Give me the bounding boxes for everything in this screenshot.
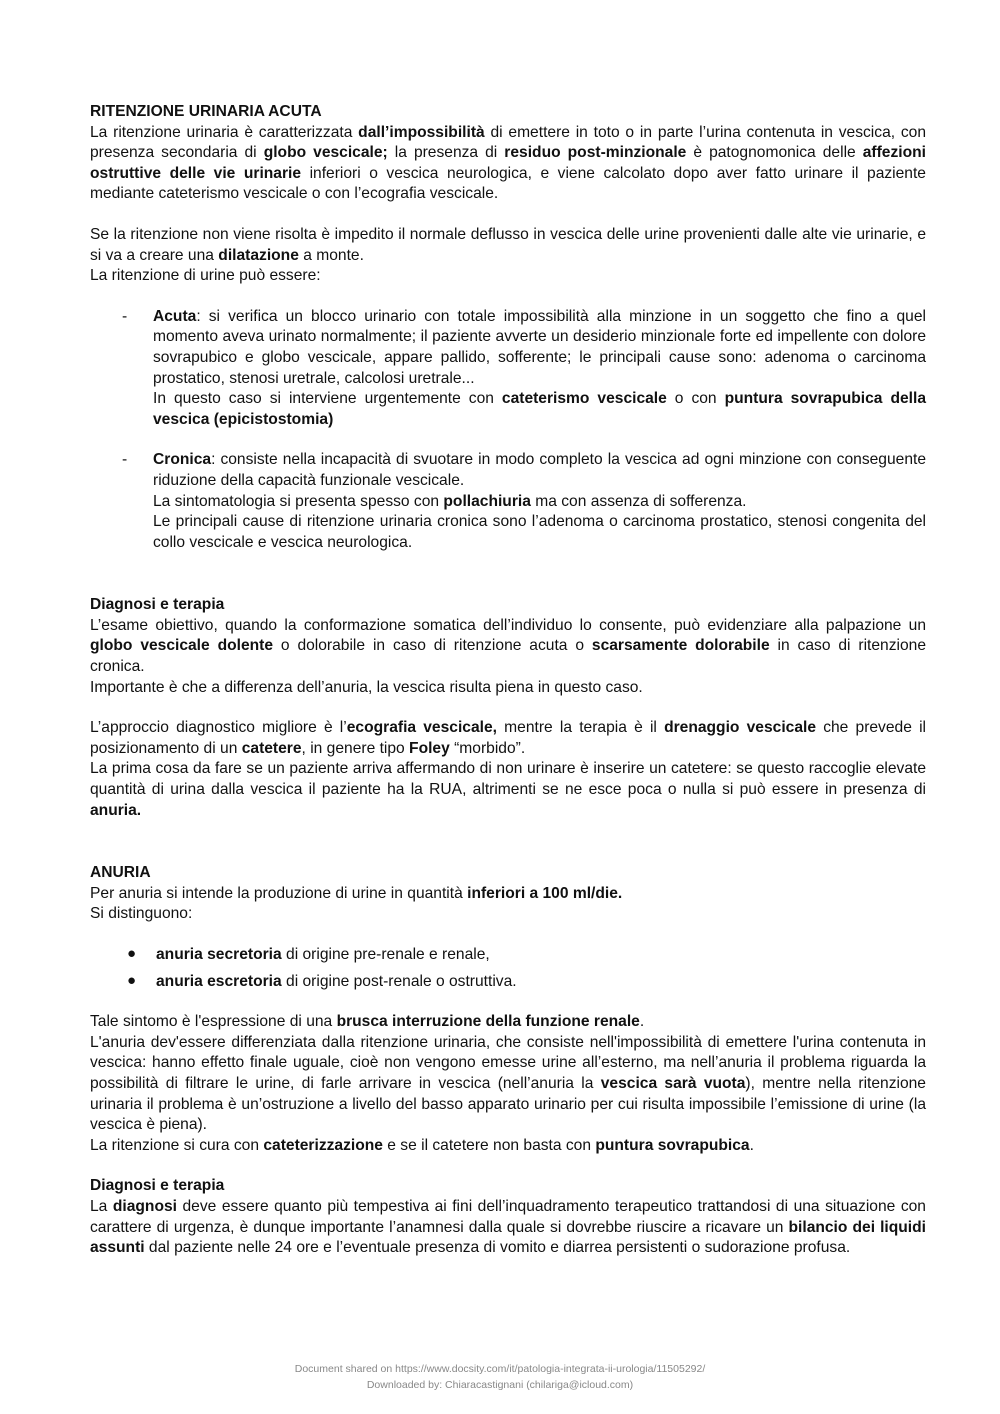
section-title-anuria: ANURIA <box>90 864 151 882</box>
list-item-text: Acuta: si verifica un blocco urinario con totale impossibilità alla minzione in un soggetto che fino a quel momento aveva urinato normalmente; il paziente avverte un desiderio minzionale forte ed impellente con dolore sovrapubico e globo vescicale, appare pallido, sofferente; le principali cause sono: adenoma o carcinoma prostatico, stenosi uretrale, calcolosi uretrale... <box>153 307 926 387</box>
list-item-cronica <box>122 450 926 553</box>
bold-term: inferiori a 100 ml/die. <box>467 884 623 902</box>
bold-term: globo vescicale dolente <box>90 637 274 655</box>
bullet-item <box>127 971 926 993</box>
paragraph: L’esame obiettivo, quando la conformazione somatica dell’individuo lo consente, può evidenziare alla palpazione un globo vescicale dolente o dolorabile in caso di ritenzione acuta o scarsamente dolorabile in caso di ritenzione cronica. <box>90 616 927 676</box>
bold-term: residuo post-minzionale <box>504 144 687 162</box>
dash-marker: - <box>122 451 128 469</box>
list-item-text: Cronica: consiste nella incapacità di svuotare in modo completo la vescica ad ogni minzione con conseguente riduzione della capacità funzionale vescicale. <box>153 451 926 489</box>
paragraph: Si distinguono: <box>90 905 193 923</box>
bold-term: cateterismo vescicale <box>501 390 667 408</box>
section-title-diagnosi-anuria: Diagnosi e terapia <box>90 1177 225 1195</box>
bold-term: drenaggio vescicale <box>664 719 816 737</box>
bold-term: puntura sovrapubica <box>595 1136 750 1154</box>
paragraph: La ritenzione urinaria è caratterizzata dall’impossibilità di emettere in toto o in parte l’urina contenuta in vescica, con presenza secondaria di globo vescicale; la presenza di residuo post-minzionale è patognomonica delle affezioni ostruttive delle vie urinarie inferiori o vescica neurologica, e viene calcolato dopo aver fatto urinare il paziente mediante cateterismo vescicale o con l’ecografia vescicale. <box>90 123 926 203</box>
footer-downloaded-by: Downloaded by: Chiaracastignani (chilariga@icloud.com) <box>366 1379 634 1391</box>
bold-term: vescica sarà vuota <box>600 1074 746 1092</box>
bullet-item <box>127 945 926 966</box>
bold-term: pollachiuria <box>443 492 531 510</box>
paragraph: L'anuria dev'essere differenziata dalla ritenzione urinaria, che consiste nell'impossibilità di emettere l'urina contenuta in vescica: hanno effetto finale uguale, cioè non vengono emesse urine all’esterno, ma nell’anuria il problema riguarda la possibilità di filtrare le urine, di farle arrivare in vescica (nell’anuria la vescica sarà vuota), mentre nella ritenzione urinaria il problema è un’ostruzione a livello del basso apparato urinario per cui risulta impossibile l’emissione di urine (la vescica è piena). <box>90 1033 926 1134</box>
list-item-acuta <box>122 307 926 431</box>
bold-term: affezioni ostruttive delle vie urinarie <box>90 144 926 182</box>
paragraph: Tale sintomo è l'espressione di una brusca interruzione della funzione renale. <box>90 1013 645 1031</box>
bold-term: Foley <box>409 739 450 757</box>
bold-term: anuria secretoria <box>156 946 282 963</box>
bullet-item-text: anuria secretoria di origine pre-renale e renale, <box>156 946 490 963</box>
bold-term: brusca interruzione della funzione renale <box>336 1013 640 1031</box>
paragraph: Importante è che a differenza dell’anuria, la vescica risulta piena in questo caso. <box>90 678 643 696</box>
bold-term: Cronica <box>153 451 212 469</box>
paragraph: Se la ritenzione non viene risolta è impedito il normale deflusso in vescica delle urine provenienti dalle alte vie urinarie, e si va a creare una dilatazione a monte. <box>90 225 926 264</box>
bold-term: diagnosi <box>112 1197 177 1215</box>
bullet-marker: ● <box>127 971 137 989</box>
bold-term: dilatazione <box>218 246 299 264</box>
document-page <box>90 102 926 1259</box>
footer-shared-link: Document shared on https://www.docsity.com/it/patologia-integrata-ii-urologia/11505292/ <box>294 1363 706 1375</box>
bullet-marker: ● <box>127 945 137 962</box>
page-footer <box>0 1361 1000 1393</box>
section-title-diagnosi: Diagnosi e terapia <box>90 596 225 614</box>
bold-term: scarsamente dolorabile <box>591 637 770 655</box>
bold-term: anuria. <box>90 801 142 819</box>
bold-term: catetere <box>241 739 302 757</box>
bold-term: puntura sovrapubica della vescica (epicistostomia) <box>153 390 926 428</box>
bullet-item-text: anuria escretoria di origine post-renale o ostruttiva. <box>156 972 517 990</box>
section-title-ritenzione: RITENZIONE URINARIA ACUTA <box>90 103 322 120</box>
paragraph: La prima cosa da fare se un paziente arriva affermando di non urinare è inserire un catetere: se questo raccoglie elevate quantità di urina dalla vescica il paziente ha la RUA, altrimenti se ne esce poca o nulla si può essere in presenza di anuria. <box>90 760 926 819</box>
list-item-text: La sintomatologia si presenta spesso con pollachiuria ma con assenza di sofferenza. <box>153 492 747 510</box>
bold-term: ecografia vescicale, <box>346 719 497 737</box>
dash-marker: - <box>122 307 128 325</box>
bold-term: anuria escretoria <box>156 972 282 990</box>
bold-term: Acuta <box>153 307 197 325</box>
paragraph: La diagnosi deve essere quanto più tempestiva ai fini dell’inquadramento terapeutico trattandosi di una situazione con carattere di urgenza, è dunque importante l’anamnesi dalla quale si dovrebbe riuscire a ricavare un bilancio dei liquidi assunti dal paziente nelle 24 ore e l’eventuale presenza di vomito e diarrea persistenti o sudorazione profusa. <box>90 1197 926 1257</box>
bold-term: cateterizzazione <box>263 1136 383 1154</box>
bold-term: dall’impossibilità <box>358 123 485 141</box>
list-item-text: In questo caso si interviene urgentemente con cateterismo vescicale o con puntura sovrapubica della vescica (epicistostomia) <box>153 390 926 428</box>
list-item-text: Le principali cause di ritenzione urinaria cronica sono l’adenoma o carcinoma prostatico, stenosi congenita del collo vescicale e vescica neurologica. <box>153 513 926 551</box>
bold-term: globo vescicale; <box>263 144 388 162</box>
paragraph: Per anuria si intende la produzione di urine in quantità inferiori a 100 ml/die. <box>90 884 623 902</box>
paragraph: La ritenzione si cura con cateterizzazione e se il catetere non basta con puntura sovrapubica. <box>90 1136 754 1154</box>
bold-term: bilancio dei liquidi assunti <box>90 1218 926 1257</box>
paragraph: La ritenzione di urine può essere: <box>90 267 321 285</box>
paragraph: L’approccio diagnostico migliore è l’ecografia vescicale, mentre la terapia è il drenaggio vescicale che prevede il posizionamento di un catetere, in genere tipo Foley “morbido”. <box>90 719 926 757</box>
